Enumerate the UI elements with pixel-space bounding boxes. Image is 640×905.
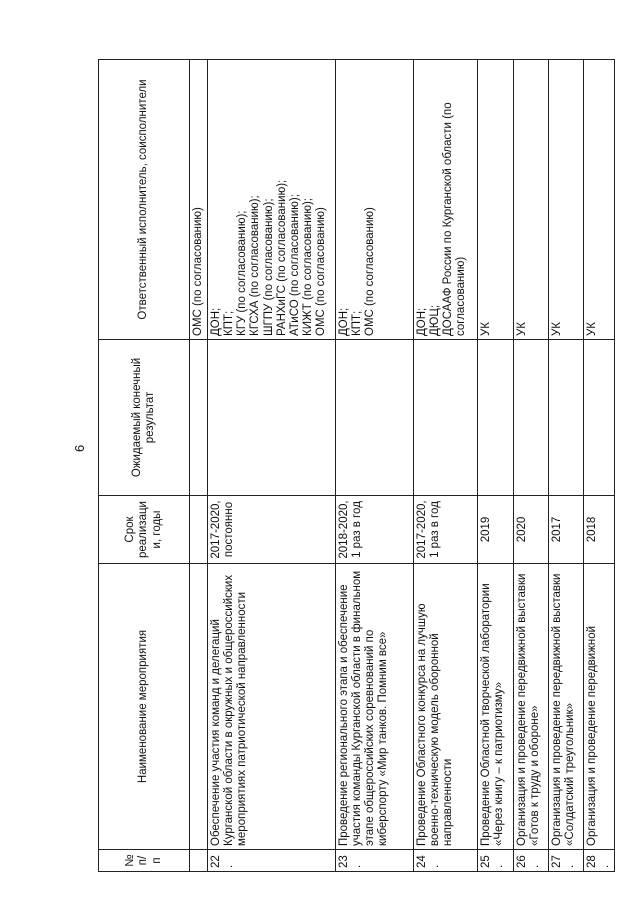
table-header-row <box>99 60 190 872</box>
row-num: 24. <box>414 850 478 872</box>
row-num: 27. <box>549 850 584 872</box>
header-num: № п/п <box>99 850 190 872</box>
table-row <box>208 60 336 872</box>
row-result <box>584 340 615 496</box>
row-result <box>549 340 584 496</box>
row-result <box>208 340 336 496</box>
row-executor: ДОН; КПТ; ОМС (по согласованию) <box>336 60 414 340</box>
row-result <box>514 340 549 496</box>
row-result <box>336 340 414 496</box>
row-executor: УК <box>478 60 514 340</box>
table-row <box>336 60 414 872</box>
table-row <box>478 60 514 872</box>
page-number: 6 <box>72 444 87 452</box>
carryover-executor: ОМС (по согласованию) <box>190 60 208 340</box>
row-name: Организация и проведение передвижной выставки «Солдатский треугольник» <box>549 564 584 850</box>
row-executor: УК <box>514 60 549 340</box>
header-name: Наименование мероприятия <box>99 564 190 850</box>
row-term: 2018-2020, 1 раз в год <box>336 496 414 564</box>
table-row <box>584 60 615 872</box>
row-name: Проведение Областной творческой лаборатории «Через книгу – к патриотизму» <box>478 564 514 850</box>
row-num: 22. <box>208 850 336 872</box>
header-executor: Ответственный исполнитель, соисполнители <box>99 60 190 340</box>
table-row <box>414 60 478 872</box>
row-num: 23. <box>336 850 414 872</box>
row-term: 2017 <box>549 496 584 564</box>
row-name: Организация и проведение передвижной выставки «Готов к труду и обороне» <box>514 564 549 850</box>
row-term: 2017-2020, постоянно <box>208 496 336 564</box>
carryover-row <box>190 60 208 872</box>
row-term: 2019 <box>478 496 514 564</box>
header-result: Ожидаемый конечный результат <box>99 340 190 496</box>
rotated-page <box>98 60 612 872</box>
row-result <box>478 340 514 496</box>
events-table <box>98 59 615 872</box>
row-term: 2018 <box>584 496 615 564</box>
row-name: Проведение регионального этапа и обеспечение участия команды Курганской области в финальном этапе общероссийских соревнований по киберспорту «Мир танков. Помним все» <box>336 564 414 850</box>
row-num: 25. <box>478 850 514 872</box>
row-num: 26. <box>514 850 549 872</box>
row-term: 2020 <box>514 496 549 564</box>
table-row <box>549 60 584 872</box>
row-name: Организация и проведение передвижной <box>584 564 615 850</box>
row-term: 2017-2020, 1 раз в год <box>414 496 478 564</box>
row-num: 28. <box>584 850 615 872</box>
row-executor: УК <box>549 60 584 340</box>
row-executor: ДОН; ДЮЦ; ДОСААФ России по Курганской области (по согласованию) <box>414 60 478 340</box>
row-executor: ДОН; КПТ; КГУ (по согласованию); КГСХА (по согласованию); ШГПУ (по согласованию); РАНХиГС (по согласованию); АТиСО (по согласованию); КИЖТ (по согласованию); ОМС (по согласованию) <box>208 60 336 340</box>
table-row <box>514 60 549 872</box>
row-name: Обеспечение участия команд и делегаций Курганской области в окружных и общероссийских мероприятиях патриотической направленности <box>208 564 336 850</box>
row-executor: УК <box>584 60 615 340</box>
header-term: Срок реализации, годы <box>99 496 190 564</box>
row-result <box>414 340 478 496</box>
row-name: Проведение Областного конкурса на лучшую военно-техническую модель оборонной направленности <box>414 564 478 850</box>
